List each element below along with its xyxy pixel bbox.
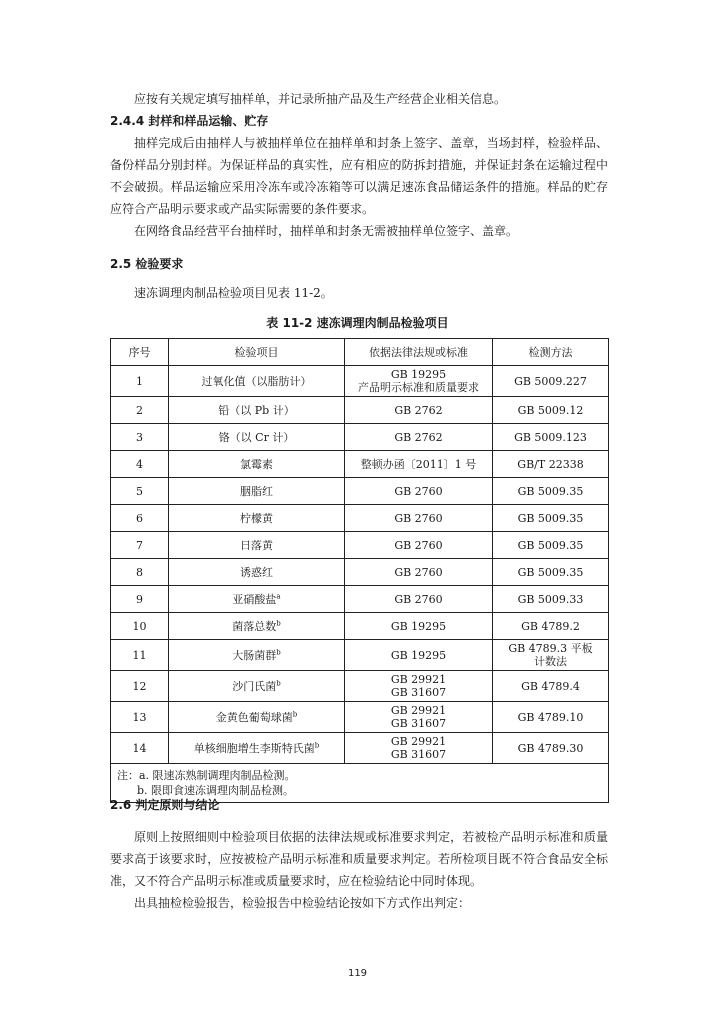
cell-item-text: 大肠菌群: [232, 648, 277, 662]
cell-item: [169, 397, 345, 424]
cell-method: [493, 505, 609, 532]
cell-no: 5: [111, 478, 169, 505]
cell-method-line: GB 5009.35: [517, 538, 584, 552]
cell-item: [169, 702, 345, 733]
cell-no: 1: [111, 366, 169, 397]
cell-item-text: 日落黄: [240, 538, 273, 552]
heading-2-5: 2.5 检验要求: [110, 257, 184, 271]
table-row: [111, 586, 609, 613]
cell-basis: [345, 397, 493, 424]
cell-item: [169, 671, 345, 702]
footnote-marker: b: [276, 647, 281, 656]
cell-basis-line: GB 31607: [390, 686, 447, 699]
cell-item: [169, 366, 345, 397]
cell-method-line: GB 5009.33: [517, 592, 584, 606]
header-method: 检测方法: [493, 339, 609, 366]
inspection-items-table: [110, 338, 609, 803]
page-number: 119: [347, 968, 368, 979]
cell-no: 13: [111, 702, 169, 733]
footnote-marker: b: [292, 709, 298, 718]
table-row: [111, 505, 609, 532]
cell-basis-line: GB 2760: [394, 511, 443, 525]
cell-basis: [345, 505, 493, 532]
cell-method-line: GB 4789.3 平板: [508, 642, 593, 655]
cell-basis: [345, 532, 493, 559]
cell-method-line: GB 4789.10: [517, 710, 584, 724]
cell-item-text: 过氧化值（以脂肪计）: [201, 374, 312, 388]
heading-2-6: 2.6 判定原则与结论: [110, 798, 220, 812]
cell-method: [493, 424, 609, 451]
header-no: 序号: [111, 339, 169, 366]
cell-basis-line: 产品明示标准和质量要求: [358, 381, 479, 394]
cell-no: 8: [111, 559, 169, 586]
cell-no: 14: [111, 733, 169, 764]
table-body: [111, 366, 609, 764]
cell-basis: [345, 733, 493, 764]
cell-basis-line: 整顿办函〔2011〕1 号: [360, 457, 477, 471]
table-row: [111, 478, 609, 505]
cell-method-line: GB 4789.30: [517, 741, 584, 755]
cell-basis-line: GB 2762: [394, 430, 443, 444]
table-row: [111, 613, 609, 640]
cell-method: [493, 733, 609, 764]
header-basis: 依据法律法规或标准: [345, 339, 493, 366]
cell-basis: [345, 702, 493, 733]
cell-item: [169, 424, 345, 451]
table-row: [111, 397, 609, 424]
cell-item: [169, 478, 345, 505]
cell-item-text: 铅（以 Pb 计）: [218, 403, 295, 417]
cell-item-text: 柠檬黄: [240, 511, 273, 525]
cell-method-line: GB/T 22338: [517, 457, 584, 471]
cell-basis-line: GB 2760: [394, 538, 443, 552]
paragraph-online-sampling: 在网络食品经营平台抽样时，抽样单和封条无需被抽样单位签字、盖章。: [134, 224, 519, 238]
cell-basis-line: GB 2760: [394, 592, 443, 606]
table-row: [111, 733, 609, 764]
cell-no: 7: [111, 532, 169, 559]
cell-no: 12: [111, 671, 169, 702]
cell-method: [493, 702, 609, 733]
cell-basis-line: GB 19295: [390, 619, 447, 633]
cell-no: 4: [111, 451, 169, 478]
cell-item: [169, 532, 345, 559]
cell-item: [169, 586, 345, 613]
cell-method: [493, 559, 609, 586]
cell-item-text: 氯霉素: [240, 457, 273, 471]
paragraph-report: 出具抽检检验报告，检验报告中检验结论按如下方式作出判定：: [134, 896, 471, 910]
cell-item: [169, 505, 345, 532]
cell-method-line: GB 5009.35: [517, 565, 584, 579]
footnote-marker: a: [276, 591, 281, 600]
cell-method: [493, 640, 609, 671]
cell-basis-line: GB 29921: [390, 673, 447, 686]
cell-basis-line: GB 2760: [394, 565, 443, 579]
cell-item-text: 单核细胞增生李斯特氏菌: [193, 741, 315, 755]
cell-method: [493, 671, 609, 702]
cell-basis-line: GB 29921: [390, 735, 447, 748]
table-row: [111, 559, 609, 586]
footnote-marker: b: [276, 678, 281, 687]
cell-item-text: 诱惑红: [240, 565, 273, 579]
note-b: b. 限即食速冻调理肉制品检测。: [137, 784, 295, 797]
paragraph-sealing: 抽样完成后由抽样人与被抽样单位在抽样单和封条上签字、盖章，当场封样，检验样品、备份样品分别封样。为保证样品的真实性，应有相应的防拆封措施，并保证封条在运输过程中不会破损。样品运输应采用冷冻车或冷冻箱等可以满足速冻食品储运条件的措施。样品的贮存应符合产品明示要求或产品实际需要的条件要求。: [110, 136, 608, 216]
cell-basis: [345, 478, 493, 505]
cell-no: 11: [111, 640, 169, 671]
cell-basis: [345, 366, 493, 397]
table-row: [111, 532, 609, 559]
table-header-row: [111, 339, 609, 366]
table-row: [111, 451, 609, 478]
cell-no: 9: [111, 586, 169, 613]
cell-basis-line: GB 29921: [390, 704, 447, 717]
cell-item: [169, 451, 345, 478]
cell-basis: [345, 613, 493, 640]
cell-no: 3: [111, 424, 169, 451]
cell-item-text: 菌落总数: [232, 619, 277, 633]
cell-item-text: 亚硝酸盐: [232, 592, 277, 606]
heading-2-4-4: 2.4.4 封样和样品运输、贮存: [110, 114, 269, 128]
cell-item: [169, 733, 345, 764]
cell-basis: [345, 640, 493, 671]
cell-method: [493, 532, 609, 559]
cell-basis: [345, 586, 493, 613]
cell-basis: [345, 424, 493, 451]
cell-method-line: GB 4789.4: [521, 679, 580, 693]
cell-basis-line: GB 31607: [390, 717, 447, 730]
cell-method-line: GB 5009.123: [514, 430, 587, 444]
cell-method-line: 计数法: [534, 655, 567, 668]
table-row: [111, 671, 609, 702]
table-row: [111, 640, 609, 671]
cell-item-text: 铬（以 Cr 计）: [218, 430, 295, 444]
cell-method-line: GB 5009.35: [517, 484, 584, 498]
cell-item-text: 金黄色葡萄球菌: [215, 710, 293, 724]
cell-basis-line: GB 31607: [390, 748, 447, 761]
cell-item-text: 沙门氏菌: [232, 679, 277, 693]
cell-method: [493, 478, 609, 505]
paragraph-sampling-record: 应按有关规定填写抽样单，并记录所抽产品及生产经营企业相关信息。: [134, 92, 507, 106]
footnote-marker: b: [276, 618, 281, 627]
table-row: [111, 702, 609, 733]
cell-method-line: GB 5009.227: [514, 374, 587, 388]
cell-item: [169, 613, 345, 640]
cell-basis-line: GB 19295: [390, 648, 447, 662]
cell-basis: [345, 559, 493, 586]
cell-method-line: GB 4789.2: [521, 619, 580, 633]
cell-item: [169, 640, 345, 671]
cell-basis-line: GB 19295: [390, 368, 447, 381]
cell-no: 10: [111, 613, 169, 640]
cell-method: [493, 397, 609, 424]
note-a: 注：a. 限速冻熟制调理肉制品检测。: [117, 769, 296, 782]
cell-item: [169, 559, 345, 586]
table-caption: 表 11-2 速冻调理肉制品检验项目: [266, 316, 449, 330]
cell-no: 6: [111, 505, 169, 532]
cell-method: [493, 613, 609, 640]
cell-item-text: 胭脂红: [240, 484, 273, 498]
footnote-marker: b: [314, 740, 320, 749]
cell-method-line: GB 5009.35: [517, 511, 584, 525]
paragraph-table-reference: 速冻调理肉制品检验项目见表 11-2。: [134, 286, 333, 300]
cell-basis: [345, 671, 493, 702]
cell-basis: [345, 451, 493, 478]
cell-no: 2: [111, 397, 169, 424]
table-row: [111, 366, 609, 397]
cell-method-line: GB 5009.12: [517, 403, 584, 417]
cell-basis-line: GB 2762: [394, 403, 443, 417]
cell-basis-line: GB 2760: [394, 484, 443, 498]
cell-method: [493, 451, 609, 478]
cell-method: [493, 586, 609, 613]
cell-method: [493, 366, 609, 397]
header-item: 检验项目: [169, 339, 345, 366]
table-row: [111, 424, 609, 451]
paragraph-judgment-principle: 原则上按照细则中检验项目依据的法律法规或标准要求判定，若被检产品明示标准和质量要求高于该要求时，应按被检产品明示标准和质量要求判定。若所检项目既不符合食品安全标准，又不符合产品明示标准或质量要求时，应在检验结论中同时体现。: [110, 830, 608, 888]
